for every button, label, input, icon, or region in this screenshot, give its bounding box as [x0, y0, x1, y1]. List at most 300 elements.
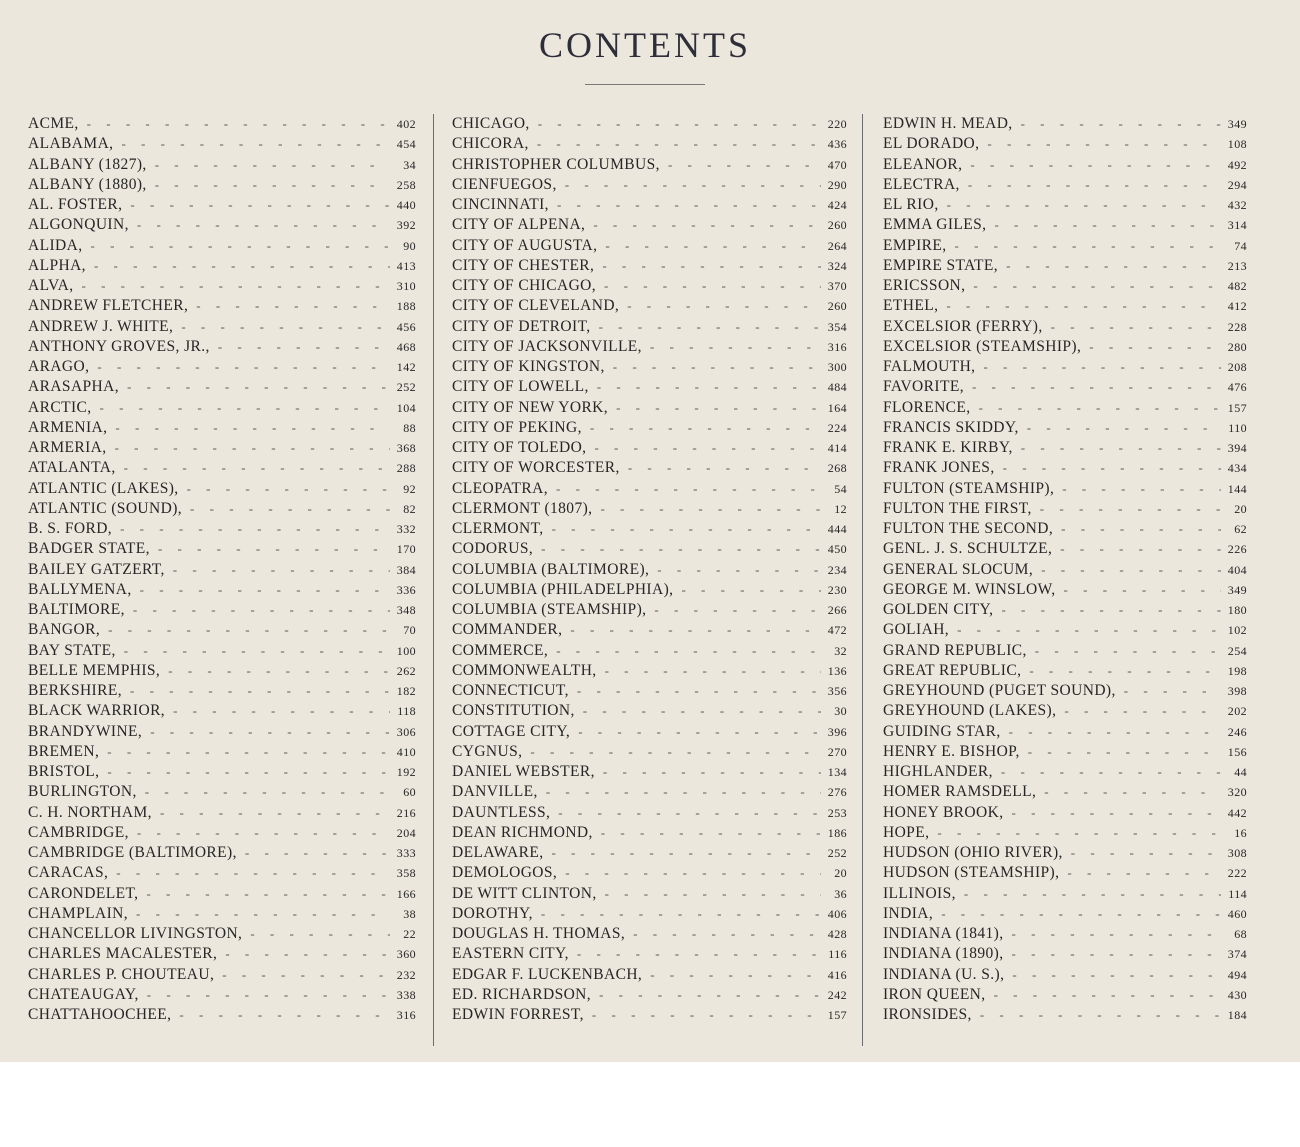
- leader-dashes: [673, 580, 821, 600]
- entry-name: ALVA,: [28, 277, 74, 294]
- contents-entry: [28, 398, 416, 418]
- contents-entry: [28, 965, 416, 985]
- contents-entry: [28, 823, 416, 843]
- entry-page-number: 294: [1227, 177, 1247, 192]
- entry-page-number: 118: [397, 704, 416, 719]
- leader-dashes: [1059, 863, 1221, 883]
- entry-page-number: 468: [396, 339, 416, 354]
- leader-dashes: [138, 884, 390, 904]
- entry-name: ELECTRA,: [883, 175, 960, 193]
- contents-entry: [452, 580, 847, 600]
- leader-dashes: [971, 398, 1221, 418]
- leader-dashes: [1004, 924, 1221, 944]
- leader-dashes: [112, 519, 390, 539]
- contents-entry: [883, 661, 1247, 681]
- entry-page-number: 268: [827, 461, 847, 476]
- entry-name: EMPIRE,: [883, 236, 947, 254]
- contents-entry: [883, 438, 1247, 458]
- entry-name: IRON QUEEN,: [883, 985, 986, 1003]
- entry-name: EMPIRE STATE,: [883, 256, 999, 274]
- contents-entry: [883, 398, 1247, 418]
- entry-page-number: 290: [827, 177, 847, 192]
- leader-dashes: [137, 782, 390, 802]
- entry-name: CITY OF WORCESTER,: [452, 459, 620, 477]
- leader-dashes: [1081, 337, 1221, 357]
- contents-entry: [452, 803, 847, 823]
- leader-dashes: [962, 155, 1221, 175]
- entry-page-number: 270: [827, 744, 847, 759]
- entry-page-number: 404: [1227, 562, 1247, 577]
- entry-page-number: 136: [827, 663, 847, 678]
- entry-page-number: 232: [396, 967, 416, 982]
- entry-name: ED. RICHARDSON,: [452, 985, 592, 1003]
- leader-dashes: [99, 742, 390, 762]
- entry-name: ALPHA,: [28, 256, 86, 274]
- leader-dashes: [92, 398, 390, 418]
- contents-entry: [883, 215, 1247, 235]
- leader-dashes: [1054, 479, 1221, 499]
- contents-entry: [883, 134, 1247, 154]
- contents-entry: [452, 681, 847, 701]
- contents-entry: [452, 276, 847, 296]
- entry-page-number: 280: [1227, 339, 1247, 354]
- entry-name: INDIANA (1841),: [883, 925, 1004, 942]
- entry-name: CITY OF AUGUSTA,: [452, 236, 598, 254]
- contents-entry: [452, 418, 847, 438]
- entry-page-number: 68: [1234, 927, 1247, 941]
- entry-page-number: 396: [827, 724, 847, 739]
- entry-name: ALIDA,: [28, 236, 83, 254]
- entry-name: BALTIMORE,: [28, 601, 125, 618]
- leader-dashes: [575, 701, 821, 721]
- contents-entry: [452, 195, 847, 215]
- leader-dashes: [89, 357, 390, 377]
- contents-column-1: [28, 114, 416, 1034]
- entry-name: BADGER STATE,: [28, 540, 150, 558]
- entry-page-number: 456: [396, 319, 416, 334]
- entry-name: HUDSON (OHIO RIVER),: [883, 844, 1063, 861]
- entry-name: ETHEL,: [883, 297, 939, 315]
- contents-entry: [28, 377, 416, 397]
- contents-entry: [28, 418, 416, 438]
- entry-name: ELEANOR,: [883, 155, 963, 173]
- leader-dashes: [620, 458, 821, 478]
- entry-page-number: 262: [396, 663, 416, 678]
- entry-name: C. H. NORTHAM,: [28, 803, 152, 821]
- entry-name: CITY OF JACKSONVILLE,: [452, 337, 642, 355]
- leader-dashes: [1004, 944, 1221, 964]
- contents-entry: [452, 560, 847, 580]
- contents-entry: [28, 742, 416, 762]
- leader-dashes: [152, 803, 390, 823]
- contents-entry: [28, 1005, 416, 1025]
- entry-page-number: 82: [403, 501, 416, 516]
- entry-name: DAUNTLESS,: [452, 803, 551, 821]
- entry-page-number: 434: [1227, 461, 1247, 476]
- leader-dashes: [960, 175, 1221, 195]
- contents-entry: [883, 337, 1247, 357]
- contents-entry: [28, 519, 416, 539]
- entry-name: ACME,: [28, 115, 79, 132]
- entry-name: CITY OF ALPENA,: [452, 216, 586, 234]
- contents-entry: [883, 823, 1247, 843]
- entry-name: HENRY E. BISHOP,: [883, 742, 1020, 760]
- entry-page-number: 234: [827, 562, 847, 577]
- entry-page-number: 394: [1227, 441, 1247, 455]
- leader-dashes: [956, 884, 1221, 904]
- entry-page-number: 370: [827, 279, 847, 293]
- leader-dashes: [557, 863, 821, 883]
- entry-page-number: 216: [396, 805, 416, 820]
- contents-entry: [452, 296, 847, 316]
- entry-page-number: 157: [1227, 400, 1247, 415]
- entry-name: CITY OF CLEVELAND,: [452, 297, 620, 315]
- entry-name: CITY OF CHESTER,: [452, 256, 595, 274]
- contents-entry: [28, 357, 416, 377]
- entry-page-number: 336: [396, 582, 416, 597]
- entry-name: COLUMBIA (BALTIMORE),: [452, 560, 650, 578]
- leader-dashes: [165, 701, 390, 721]
- title-underline: [585, 84, 705, 85]
- entry-page-number: 253: [827, 805, 847, 820]
- entry-name: CIENFUEGOS,: [452, 175, 557, 193]
- entry-name: DELAWARE,: [452, 844, 544, 861]
- entry-page-number: 12: [834, 501, 847, 516]
- entry-name: CITY OF NEW YORK,: [452, 398, 609, 416]
- entry-name: FRANK E. KIRBY,: [883, 439, 1013, 456]
- entry-page-number: 264: [827, 238, 847, 253]
- contents-entry: [28, 722, 416, 742]
- leader-dashes: [544, 519, 821, 539]
- leader-dashes: [625, 924, 821, 944]
- entry-name: CHANCELLOR LIVINGSTON,: [28, 925, 243, 942]
- contents-entry: [452, 641, 847, 661]
- contents-entry: [28, 215, 416, 235]
- entry-name: DANIEL WEBSTER,: [452, 763, 595, 780]
- leader-dashes: [1003, 803, 1221, 823]
- leader-dashes: [1021, 661, 1221, 681]
- entry-page-number: 186: [827, 825, 847, 840]
- entry-name: ALBANY (1827),: [28, 155, 147, 173]
- contents-entry: [883, 843, 1247, 863]
- leader-dashes: [593, 823, 821, 843]
- entry-page-number: 356: [827, 684, 847, 698]
- entry-name: GOLDEN CITY,: [883, 601, 994, 618]
- contents-entry: [452, 317, 847, 337]
- page-title: CONTENTS: [539, 25, 751, 65]
- entry-name: ILLINOIS,: [883, 884, 956, 902]
- leader-dashes: [1056, 580, 1221, 600]
- entry-name: COMMANDER,: [452, 621, 563, 639]
- entry-page-number: 308: [1227, 846, 1247, 860]
- entry-name: ARCTIC,: [28, 398, 92, 416]
- contents-entry: [452, 782, 847, 802]
- contents-entry: [883, 600, 1247, 620]
- entry-page-number: 114: [1228, 886, 1247, 901]
- leader-dashes: [584, 1005, 821, 1025]
- entry-page-number: 440: [396, 198, 416, 212]
- contents-entry: [28, 681, 416, 701]
- leader-dashes: [594, 256, 821, 276]
- contents-entry: [883, 560, 1247, 580]
- leader-dashes: [589, 377, 821, 397]
- contents-entry: [28, 843, 416, 863]
- entry-name: DOROTHY,: [452, 904, 533, 922]
- contents-entry: [452, 539, 847, 559]
- entry-page-number: 484: [827, 380, 847, 395]
- entry-page-number: 338: [396, 987, 416, 1002]
- entry-page-number: 157: [827, 1008, 847, 1022]
- entry-name: CITY OF LOWELL,: [452, 378, 589, 396]
- entry-name: CLEOPATRA,: [452, 479, 549, 497]
- entry-page-number: 276: [827, 785, 847, 800]
- entry-page-number: 60: [403, 785, 416, 800]
- leader-dashes: [242, 924, 390, 944]
- contents-entry: [452, 155, 847, 175]
- entry-name: CHATEAUGAY,: [28, 985, 139, 1003]
- leader-dashes: [122, 195, 390, 215]
- entry-name: CITY OF CHICAGO,: [452, 277, 597, 294]
- entry-page-number: 332: [396, 522, 416, 536]
- contents-entry: [883, 884, 1247, 904]
- entry-name: CHAMPLAIN,: [28, 904, 129, 922]
- entry-name: GREYHOUND (PUGET SOUND),: [883, 682, 1116, 699]
- entry-name: CARACAS,: [28, 864, 109, 882]
- entry-page-number: 170: [396, 542, 416, 557]
- entry-name: ANDREW FLETCHER,: [28, 297, 189, 315]
- entry-name: CYGNUS,: [452, 742, 523, 760]
- entry-page-number: 164: [827, 400, 847, 415]
- leader-dashes: [214, 965, 390, 985]
- entry-page-number: 300: [827, 360, 847, 374]
- contents-entry: [883, 175, 1247, 195]
- leader-dashes: [165, 560, 390, 580]
- entry-name: CAMBRIDGE (BALTIMORE),: [28, 844, 237, 861]
- entry-page-number: 144: [1227, 481, 1247, 496]
- contents-entry: [452, 215, 847, 235]
- leader-dashes: [586, 438, 821, 458]
- entry-page-number: 428: [827, 927, 847, 941]
- contents-entry: [452, 823, 847, 843]
- entry-name: AL. FOSTER,: [28, 196, 123, 213]
- leader-dashes: [986, 215, 1221, 235]
- entry-page-number: 230: [827, 582, 847, 597]
- contents-entry: [452, 236, 847, 256]
- entry-page-number: 410: [396, 744, 416, 759]
- leader-dashes: [128, 904, 390, 924]
- contents-entry: [883, 742, 1247, 762]
- contents-entry: [452, 904, 847, 924]
- entry-page-number: 316: [827, 339, 847, 354]
- contents-entry: [28, 317, 416, 337]
- contents-entry: [883, 195, 1247, 215]
- entry-page-number: 349: [1227, 117, 1247, 131]
- entry-name: CINCINNATI,: [452, 196, 549, 213]
- entry-name: BAILEY GATZERT,: [28, 560, 165, 578]
- entry-page-number: 472: [827, 623, 847, 638]
- contents-entry: [883, 580, 1247, 600]
- contents-entry: [883, 418, 1247, 438]
- entry-name: ARAGO,: [28, 358, 90, 375]
- entry-name: DE WITT CLINTON,: [452, 884, 597, 902]
- entry-page-number: 368: [396, 441, 416, 455]
- contents-entry: [452, 722, 847, 742]
- leader-dashes: [1116, 681, 1221, 701]
- entry-name: GEORGE M. WINSLOW,: [883, 580, 1056, 598]
- entry-name: GENERAL SLOCUM,: [883, 560, 1034, 578]
- contents-entry: [883, 479, 1247, 499]
- entry-page-number: 324: [827, 258, 847, 273]
- column-divider: [862, 114, 863, 1046]
- leader-dashes: [660, 155, 821, 175]
- entry-page-number: 320: [1227, 785, 1247, 800]
- entry-name: CHICORA,: [452, 135, 529, 153]
- contents-entry: [883, 681, 1247, 701]
- entry-name: INDIANA (U. S.),: [883, 965, 1005, 983]
- entry-page-number: 349: [1227, 582, 1247, 597]
- entry-page-number: 348: [396, 603, 416, 617]
- entry-page-number: 213: [1227, 258, 1247, 273]
- entry-name: BALLYMENA,: [28, 580, 132, 598]
- contents-entry: [452, 357, 847, 377]
- leader-dashes: [83, 236, 391, 256]
- entry-name: DOUGLAS H. THOMAS,: [452, 925, 626, 942]
- leader-dashes: [570, 722, 821, 742]
- entry-page-number: 354: [827, 319, 847, 334]
- entry-page-number: 310: [396, 279, 416, 293]
- contents-entry: [28, 175, 416, 195]
- contents-entry: [452, 479, 847, 499]
- leader-dashes: [979, 134, 1221, 154]
- entry-name: CONSTITUTION,: [452, 702, 575, 720]
- entry-name: ALGONQUIN,: [28, 216, 129, 234]
- contents-entry: [883, 236, 1247, 256]
- leader-dashes: [182, 499, 390, 519]
- leader-dashes: [569, 681, 821, 701]
- entry-page-number: 316: [396, 1008, 416, 1022]
- entry-name: BAY STATE,: [28, 641, 116, 659]
- entry-name: ARMERIA,: [28, 439, 107, 456]
- entry-page-number: 246: [1227, 724, 1247, 739]
- leader-dashes: [86, 256, 390, 276]
- entry-name: CITY OF PEKING,: [452, 418, 582, 436]
- contents-entry: [883, 1005, 1247, 1025]
- contents-entry: [28, 276, 416, 296]
- entry-name: DEMOLOGOS,: [452, 864, 558, 882]
- contents-entry: [452, 134, 847, 154]
- entry-name: EXCELSIOR (STEAMSHIP),: [883, 337, 1082, 355]
- contents-entry: [28, 114, 416, 134]
- leader-dashes: [562, 620, 821, 640]
- contents-entry: [28, 155, 416, 175]
- entry-page-number: 358: [396, 866, 416, 881]
- leader-dashes: [1052, 539, 1221, 559]
- leader-dashes: [596, 276, 821, 296]
- entry-name: EDWIN FORREST,: [452, 1006, 584, 1023]
- leader-dashes: [237, 843, 390, 863]
- entry-page-number: 36: [834, 886, 847, 901]
- entry-page-number: 20: [834, 866, 847, 881]
- contents-entry: [452, 843, 847, 863]
- leader-dashes: [548, 641, 821, 661]
- entry-page-number: 228: [1227, 319, 1247, 334]
- entry-page-number: 208: [1227, 360, 1247, 374]
- entry-page-number: 482: [1227, 279, 1247, 293]
- entry-name: CONNECTICUT,: [452, 682, 569, 699]
- contents-entry: [452, 701, 847, 721]
- leader-dashes: [642, 337, 821, 357]
- contents-entry: [452, 337, 847, 357]
- entry-name: FRANCIS SKIDDY,: [883, 418, 1019, 436]
- entry-page-number: 16: [1234, 825, 1247, 840]
- entry-page-number: 392: [396, 218, 416, 233]
- leader-dashes: [1013, 438, 1221, 458]
- leader-dashes: [649, 560, 821, 580]
- leader-dashes: [129, 215, 390, 235]
- entry-name: EXCELSIOR (FERRY),: [883, 317, 1043, 335]
- entry-name: ALABAMA,: [28, 135, 114, 153]
- leader-dashes: [1013, 114, 1221, 134]
- contents-entry: [883, 155, 1247, 175]
- entry-page-number: 156: [1227, 744, 1247, 759]
- leader-dashes: [933, 904, 1221, 924]
- leader-dashes: [533, 539, 821, 559]
- contents-entry: [883, 620, 1247, 640]
- column-divider: [433, 114, 434, 1046]
- entry-page-number: 142: [396, 360, 416, 374]
- entry-name: GUIDING STAR,: [883, 722, 1001, 740]
- contents-entry: [883, 904, 1247, 924]
- leader-dashes: [79, 114, 390, 134]
- contents-entry: [452, 256, 847, 276]
- leader-dashes: [107, 438, 390, 458]
- entry-page-number: 110: [1228, 420, 1247, 435]
- entry-page-number: 450: [827, 542, 847, 557]
- entry-page-number: 92: [403, 481, 416, 496]
- entry-name: ARASAPHA,: [28, 378, 120, 396]
- leader-dashes: [569, 944, 821, 964]
- entry-page-number: 360: [396, 947, 416, 962]
- contents-entry: [28, 641, 416, 661]
- leader-dashes: [530, 114, 821, 134]
- leader-dashes: [543, 843, 821, 863]
- entry-page-number: 166: [396, 886, 416, 901]
- leader-dashes: [116, 458, 390, 478]
- leader-dashes: [998, 256, 1221, 276]
- leader-dashes: [122, 681, 390, 701]
- contents-entry: [28, 620, 416, 640]
- entry-name: INDIA,: [883, 904, 934, 922]
- entry-page-number: 224: [827, 420, 847, 435]
- leader-dashes: [1004, 965, 1221, 985]
- leader-dashes: [597, 884, 821, 904]
- entry-page-number: 188: [396, 299, 416, 314]
- contents-entry: [883, 539, 1247, 559]
- contents-entry: [452, 944, 847, 964]
- entry-name: COTTAGE CITY,: [452, 722, 571, 740]
- bottom-margin: [0, 1062, 1300, 1147]
- leader-dashes: [1032, 499, 1221, 519]
- contents-entry: [452, 519, 847, 539]
- entry-name: FAVORITE,: [883, 378, 964, 396]
- entry-page-number: 34: [403, 157, 416, 172]
- leader-dashes: [74, 276, 390, 296]
- contents-entry: [452, 620, 847, 640]
- contents-entry: [883, 944, 1247, 964]
- entry-page-number: 102: [1227, 623, 1247, 638]
- entry-name: ANDREW J. WHITE,: [28, 317, 174, 335]
- leader-dashes: [1020, 742, 1221, 762]
